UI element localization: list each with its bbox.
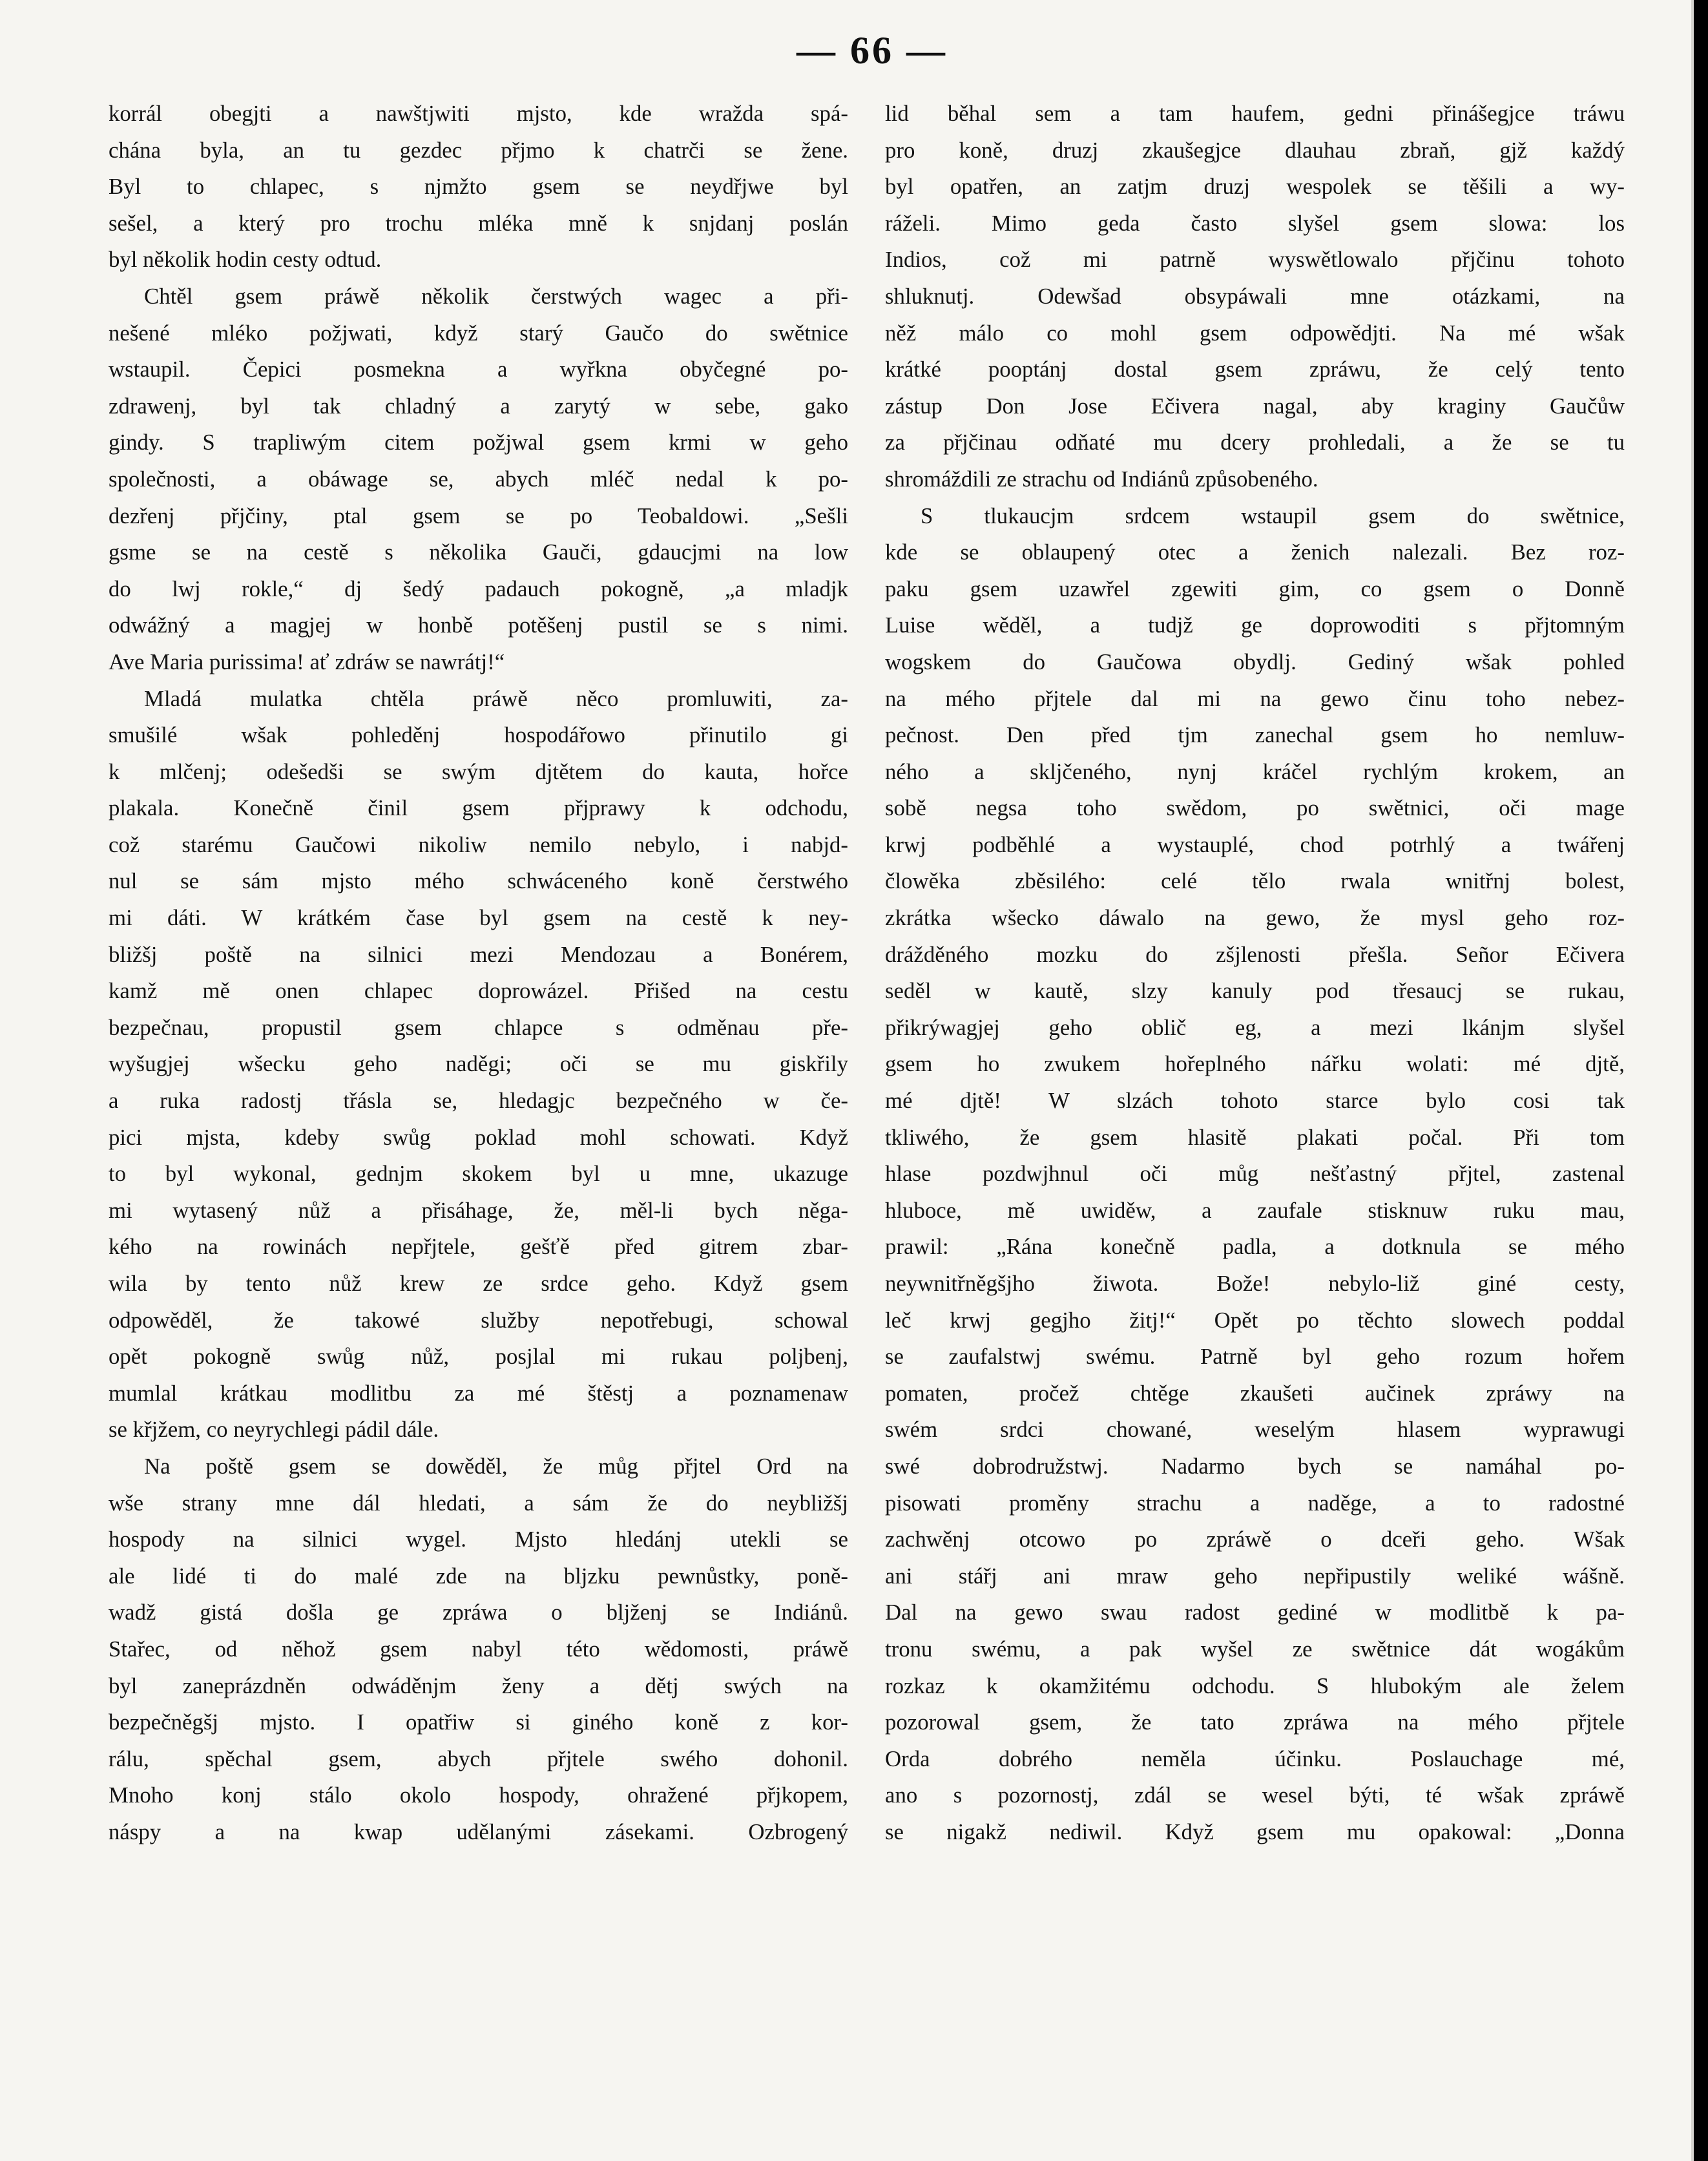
text-line: ale lidé ti do malé zde na bljzku pewnůstky, poně- [109, 1563, 848, 1589]
text-line: lid běhal sem a tam haufem, gedni přinášegjce tráwu [885, 101, 1625, 126]
text-line: sobě negsa toho swědom, po swětnici, oči mage [885, 795, 1625, 821]
text-line: pisowati proměny strachu a naděge, a to radostné [885, 1490, 1625, 1516]
scan-border [1694, 0, 1708, 2161]
text-line: wyšugjej wšecku geho naděgi; oči se mu giskřily [109, 1051, 848, 1077]
text-line: smušilé wšak pohleděnj hospodářowo přinutilo gi [109, 722, 848, 748]
text-line: Ave Maria purissima! ať zdráw se nawrátj!“ [109, 649, 505, 674]
text-line: zdrawenj, byl tak chladný a zarytý w sebe, gako [109, 393, 848, 419]
text-line: ano s pozornostj, zdál se wesel býti, té wšak zpráwě [885, 1782, 1625, 1808]
text-line: shromáždili ze strachu od Indiánů způsobeného. [885, 466, 1318, 492]
text-line: leč krwj gegjho žitj!“ Opět po těchto slowech poddal [885, 1307, 1625, 1333]
text-line: bezpečnau, propustil gsem chlapce s odměnau pře- [109, 1014, 848, 1040]
text-line: Stařec, od něhož gsem nabyl této wědomosti, práwě [109, 1636, 848, 1662]
text-line: wstaupil. Čepici posmekna a wyřkna obyčegné po- [109, 357, 848, 382]
text-line: S tlukaucjm srdcem wstaupil gsem do swětnice, [921, 503, 1625, 528]
text-line: a ruka radostj třásla se, hledagjc bezpečného w če- [109, 1088, 848, 1114]
text-line: Orda dobrého neměla účinku. Poslauchage mé, [885, 1746, 1625, 1771]
text-line: nešené mléko požjwati, když starý Gaučo do swětnice [109, 320, 848, 346]
text-line: dezřenj přjčiny, ptal gsem se po Teobaldowi. „Sešli [109, 503, 848, 528]
text-line: hluboce, mě uwiděw, a zaufale stisknuw ruku mau, [885, 1197, 1625, 1223]
text-line: se nigakž nediwil. Když gsem mu opakowal: „Donna [885, 1819, 1625, 1844]
text-line: byl zaneprázdněn odwáděnjm ženy a dětj swých na [109, 1673, 848, 1698]
page-number: — 66 — [797, 29, 948, 72]
text-line: se zaufalstwj swému. Patrně byl geho rozum hořem [885, 1344, 1625, 1370]
text-line: gsem ho zwukem hořeplného nářku wolati: mé djtě, [885, 1051, 1625, 1077]
text-line: Mnoho konj stálo okolo hospody, ohražené přjkopem, [109, 1782, 848, 1808]
text-line: bližšj poště na silnici mezi Mendozau a Bonérem, [109, 941, 848, 967]
text-line: plakala. Konečně činil gsem přjprawy k odchodu, [109, 795, 848, 821]
text-line: mumlal krátkau modlitbu za mé štěstj a poznamenaw [109, 1380, 848, 1406]
text-line: odpowěděl, že takowé služby nepotřebugi, schowal [109, 1307, 848, 1333]
left-column [109, 96, 848, 1851]
text-line: zachwěnj otcowo po zpráwě o dceři geho. Wšak [885, 1527, 1625, 1552]
text-line: Dal na gewo swau radost gediné w modlitbě k pa- [885, 1600, 1625, 1625]
text-line: Na poště gsem se dowěděl, že můg přjtel Ord na [144, 1453, 848, 1479]
text-line: shluknutj. Odewšad obsypáwali mne otázkami, na [885, 283, 1625, 309]
text-line: Mladá mulatka chtěla práwě něco promluwiti, za- [144, 685, 848, 711]
text-line: do lwj rokle,“ dj šedý padauch pokogně, „a mladjk [109, 576, 848, 601]
text-line: ráželi. Mimo geda často slyšel gsem slowa: los [885, 210, 1625, 236]
text-line: něž málo co mohl gsem odpowědjti. Na mé wšak [885, 320, 1625, 346]
text-line: byl opatřen, an zatjm druzj wespolek se těšili a wy- [885, 174, 1625, 200]
text-line: rozkaz k okamžitému odchodu. S hlubokým ale želem [885, 1673, 1625, 1698]
text-line: Indios, což mi patrně wyswětlowalo přjčinu tohoto [885, 247, 1625, 273]
text-line: mi wytasený nůž a přisáhage, že, měl-li bych něga- [109, 1197, 848, 1223]
text-line: zkrátka wšecko dáwalo na gewo, že mysl geho roz- [885, 905, 1625, 931]
text-line: wila by tento nůž krew ze srdce geho. Když gsem [109, 1271, 848, 1296]
text-line: swé dobrodružstwj. Nadarmo bych se namáhal po- [885, 1453, 1625, 1479]
text-line: mi dáti. W krátkém čase byl gsem na cestě k ney- [109, 905, 848, 931]
text-line: ani stářj ani mraw geho nepřipustily weliké wášně. [885, 1563, 1625, 1589]
text-line: wadž gistá došla ge zpráwa o bljženj se Indiánů. [109, 1600, 848, 1625]
text-line: pečnost. Den před tjm zanechal gsem ho nemluw- [885, 722, 1625, 748]
text-line: rálu, spěchal gsem, abych přjtele swého dohonil. [109, 1746, 848, 1771]
text-line: korrál obegjti a nawštjwiti mjsto, kde wražda spá- [109, 101, 848, 126]
text-line: k mlčenj; odešedši se swým djtětem do kauta, hořce [109, 758, 848, 784]
text-line: swém srdci chowané, weselým hlasem wyprawugi [885, 1417, 1625, 1443]
text-line: krwj podběhlé a wystauplé, chod potrhlý a twářenj [885, 831, 1625, 857]
text-line: pomaten, pročež chtěge zkaušeti aučinek zpráwy na [885, 1380, 1625, 1406]
text-line: mé djtě! W slzách tohoto starce bylo cosi tak [885, 1088, 1625, 1114]
text-line: hlase pozdwjhnul oči můg nešťastný přjtel, zastenal [885, 1161, 1625, 1187]
text-line: krátké pooptánj dostal gsem zpráwu, že celý tento [885, 357, 1625, 382]
text-line: zástup Don Jose Ečivera nagal, aby kraginy Gaučůw [885, 393, 1625, 419]
text-line: pici mjsta, kdeby swůg poklad mohl schowati. Když [109, 1124, 848, 1150]
text-line: společnosti, a obáwage se, abych mléč nedal k po- [109, 466, 848, 492]
text-line: sešel, a který pro trochu mléka mně k snjdanj poslán [109, 210, 848, 236]
text-line: kde se oblaupený otec a ženich nalezali. Bez roz- [885, 539, 1625, 565]
text-line: na mého přjtele dal mi na gewo činu toho nebez- [885, 685, 1625, 711]
text-line: to byl wykonal, gednjm skokem byl u mne, ukazuge [109, 1161, 848, 1187]
text-line: wogskem do Gaučowa obydlj. Gediný wšak pohled [885, 649, 1625, 674]
text-line: byl několik hodin cesty odtud. [109, 247, 382, 273]
text-line: přikrýwagjej geho oblič eg, a mezi lkánjm slyšel [885, 1014, 1625, 1040]
text-line: drážděného mozku do zšjlenosti přešla. Señor Ečivera [885, 941, 1625, 967]
text-line: což starému Gaučowi nikoliw nemilo nebylo, i nabjd- [109, 831, 848, 857]
text-line: prawil: „Rána konečně padla, a dotknula se mého [885, 1234, 1625, 1260]
text-line: gindy. S trapliwým citem požjwal gsem krmi w geho [109, 430, 848, 455]
text-line: wše strany mne dál hledati, a sám že do neybližšj [109, 1490, 848, 1516]
text-line: chána byla, an tu gezdec přjmo k chatrči se žene. [109, 137, 848, 163]
text-line: gsme se na cestě s několika Gauči, gdaucjmi na low [109, 539, 848, 565]
text-line: náspy a na kwap udělanými zásekami. Ozbrogený [109, 1819, 848, 1844]
text-line: opět pokogně swůg nůž, posjlal mi rukau poljbenj, [109, 1344, 848, 1370]
text-line: se křjžem, co neyrychlegi pádil dále. [109, 1417, 439, 1443]
text-line: ného a skljčeného, nynj kráčel rychlým krokem, an [885, 758, 1625, 784]
text-line: pozorowal gsem, že tato zpráwa na mého přjtele [885, 1709, 1625, 1735]
text-line: neywnitřněgšjho žiwota. Bože! nebylo-liž giné cesty, [885, 1271, 1625, 1296]
text-line: tkliwého, že gsem hlasitě plakati počal. Při tom [885, 1124, 1625, 1150]
text-line: za přjčinau odňaté mu dcery prohledali, a že se tu [885, 430, 1625, 455]
text-line: hospody na silnici wygel. Mjsto hledánj utekli se [109, 1527, 848, 1552]
text-line: seděl w kautě, slzy kanuly pod třesaucj se rukau, [885, 978, 1625, 1004]
text-line: kamž mě onen chlapec doprowázel. Přišed na cestu [109, 978, 848, 1004]
text-line: paku gsem uzawřel zgewiti gim, co gsem o Donně [885, 576, 1625, 601]
right-column [885, 96, 1625, 1851]
text-line: nul se sám mjsto mého schwáceného koně čerstwého [109, 868, 848, 894]
text-line: odwážný a magjej w honbě potěšenj pustil se s nimi. [109, 612, 848, 638]
text-line: bezpečněgšj mjsto. I opatřiw si giného koně z kor- [109, 1709, 848, 1735]
text-line: člowěka zběsilého: celé tělo rwala wnitřnj bolest, [885, 868, 1625, 894]
text-line: pro koně, druzj zkaušegjce dlauhau zbraň, gjž každý [885, 137, 1625, 163]
text-line: tronu swému, a pak wyšel ze swětnice dát wogákům [885, 1636, 1625, 1662]
text-line: Luise wěděl, a tudjž ge doprowoditi s přjtomným [885, 612, 1625, 638]
text-line: Chtěl gsem práwě několik čerstwých wagec a při- [144, 283, 848, 309]
text-line: kého na rowinách nepřjtele, gešťě před gitrem zbar- [109, 1234, 848, 1260]
text-line: Byl to chlapec, s njmžto gsem se neydřjwe byl [109, 174, 848, 200]
